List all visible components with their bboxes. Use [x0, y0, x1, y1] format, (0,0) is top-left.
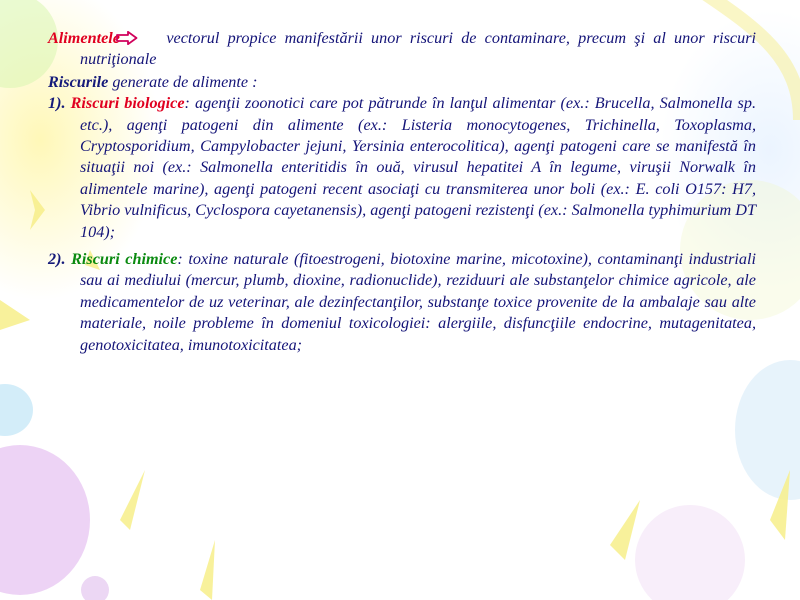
slide-content [48, 28, 756, 356]
biological-risks-title: Riscuri biologice [70, 94, 185, 113]
list-item-number: 1). [48, 94, 66, 113]
intro-text: vectorul propice manifestării unor riscuri de contaminare, precum şi al unor riscuri nutriţionale [80, 29, 757, 69]
intro-keyword: Alimentele [48, 29, 120, 47]
risks-keyword: Riscurile [48, 72, 109, 91]
intro-line [48, 28, 756, 71]
right-arrow-icon [128, 28, 158, 49]
list-item-number: 2). [48, 250, 66, 269]
biological-risks-text: : agenţii zoonotici care pot pătrunde în lanţul alimentar (ex.: Brucella, Salmonella sp. etc.), agenţi patogeni din alimente (ex.: Listeria monocytogenes, Trichinella, Toxoplasma, Cryptosporidium, Campylobacter jejuni, Yersinia enterocolitica), agenţi patogeni care se manifestă în situaţii noi (ex.: Salmonella enteritidis în ouă, virusul hepatitei A în legume, viruşii Norwalk în alimentele marine), agenţi patogeni recent asociaţi cu transmiterea unor boli (ex.: E. coli O157: H7, Vibrio vulnificus, Cyclospora cayetanensis), agenţi patogeni rezistenţi (ex.: Salmonella typhimurium DT 104); [80, 94, 756, 241]
chemical-risks-text: : toxine naturale (fitoestrogeni, biotoxine marine, micotoxine), contaminanţi industriali sau ai mediului (mercur, plumb, dioxine, radionuclide), reziduuri ale substanţelor chimice agricole, ale medicamentelor de uz veterinar, ale dezinfectanţilor, substanţe toxice provenite de la ambalaje sau alte materiale, noile probleme în domeniul toxicologiei: alergiile, disfuncţiile endocrine, mutagenitatea, genotoxicitatea, imunotoxicitatea; [80, 250, 756, 354]
risks-heading [48, 72, 756, 93]
list-item-chemical [48, 249, 756, 356]
chemical-risks-title: Riscuri chimice [71, 250, 178, 269]
list-item-biological [48, 93, 756, 243]
risks-text: generate de alimente : [112, 72, 258, 91]
